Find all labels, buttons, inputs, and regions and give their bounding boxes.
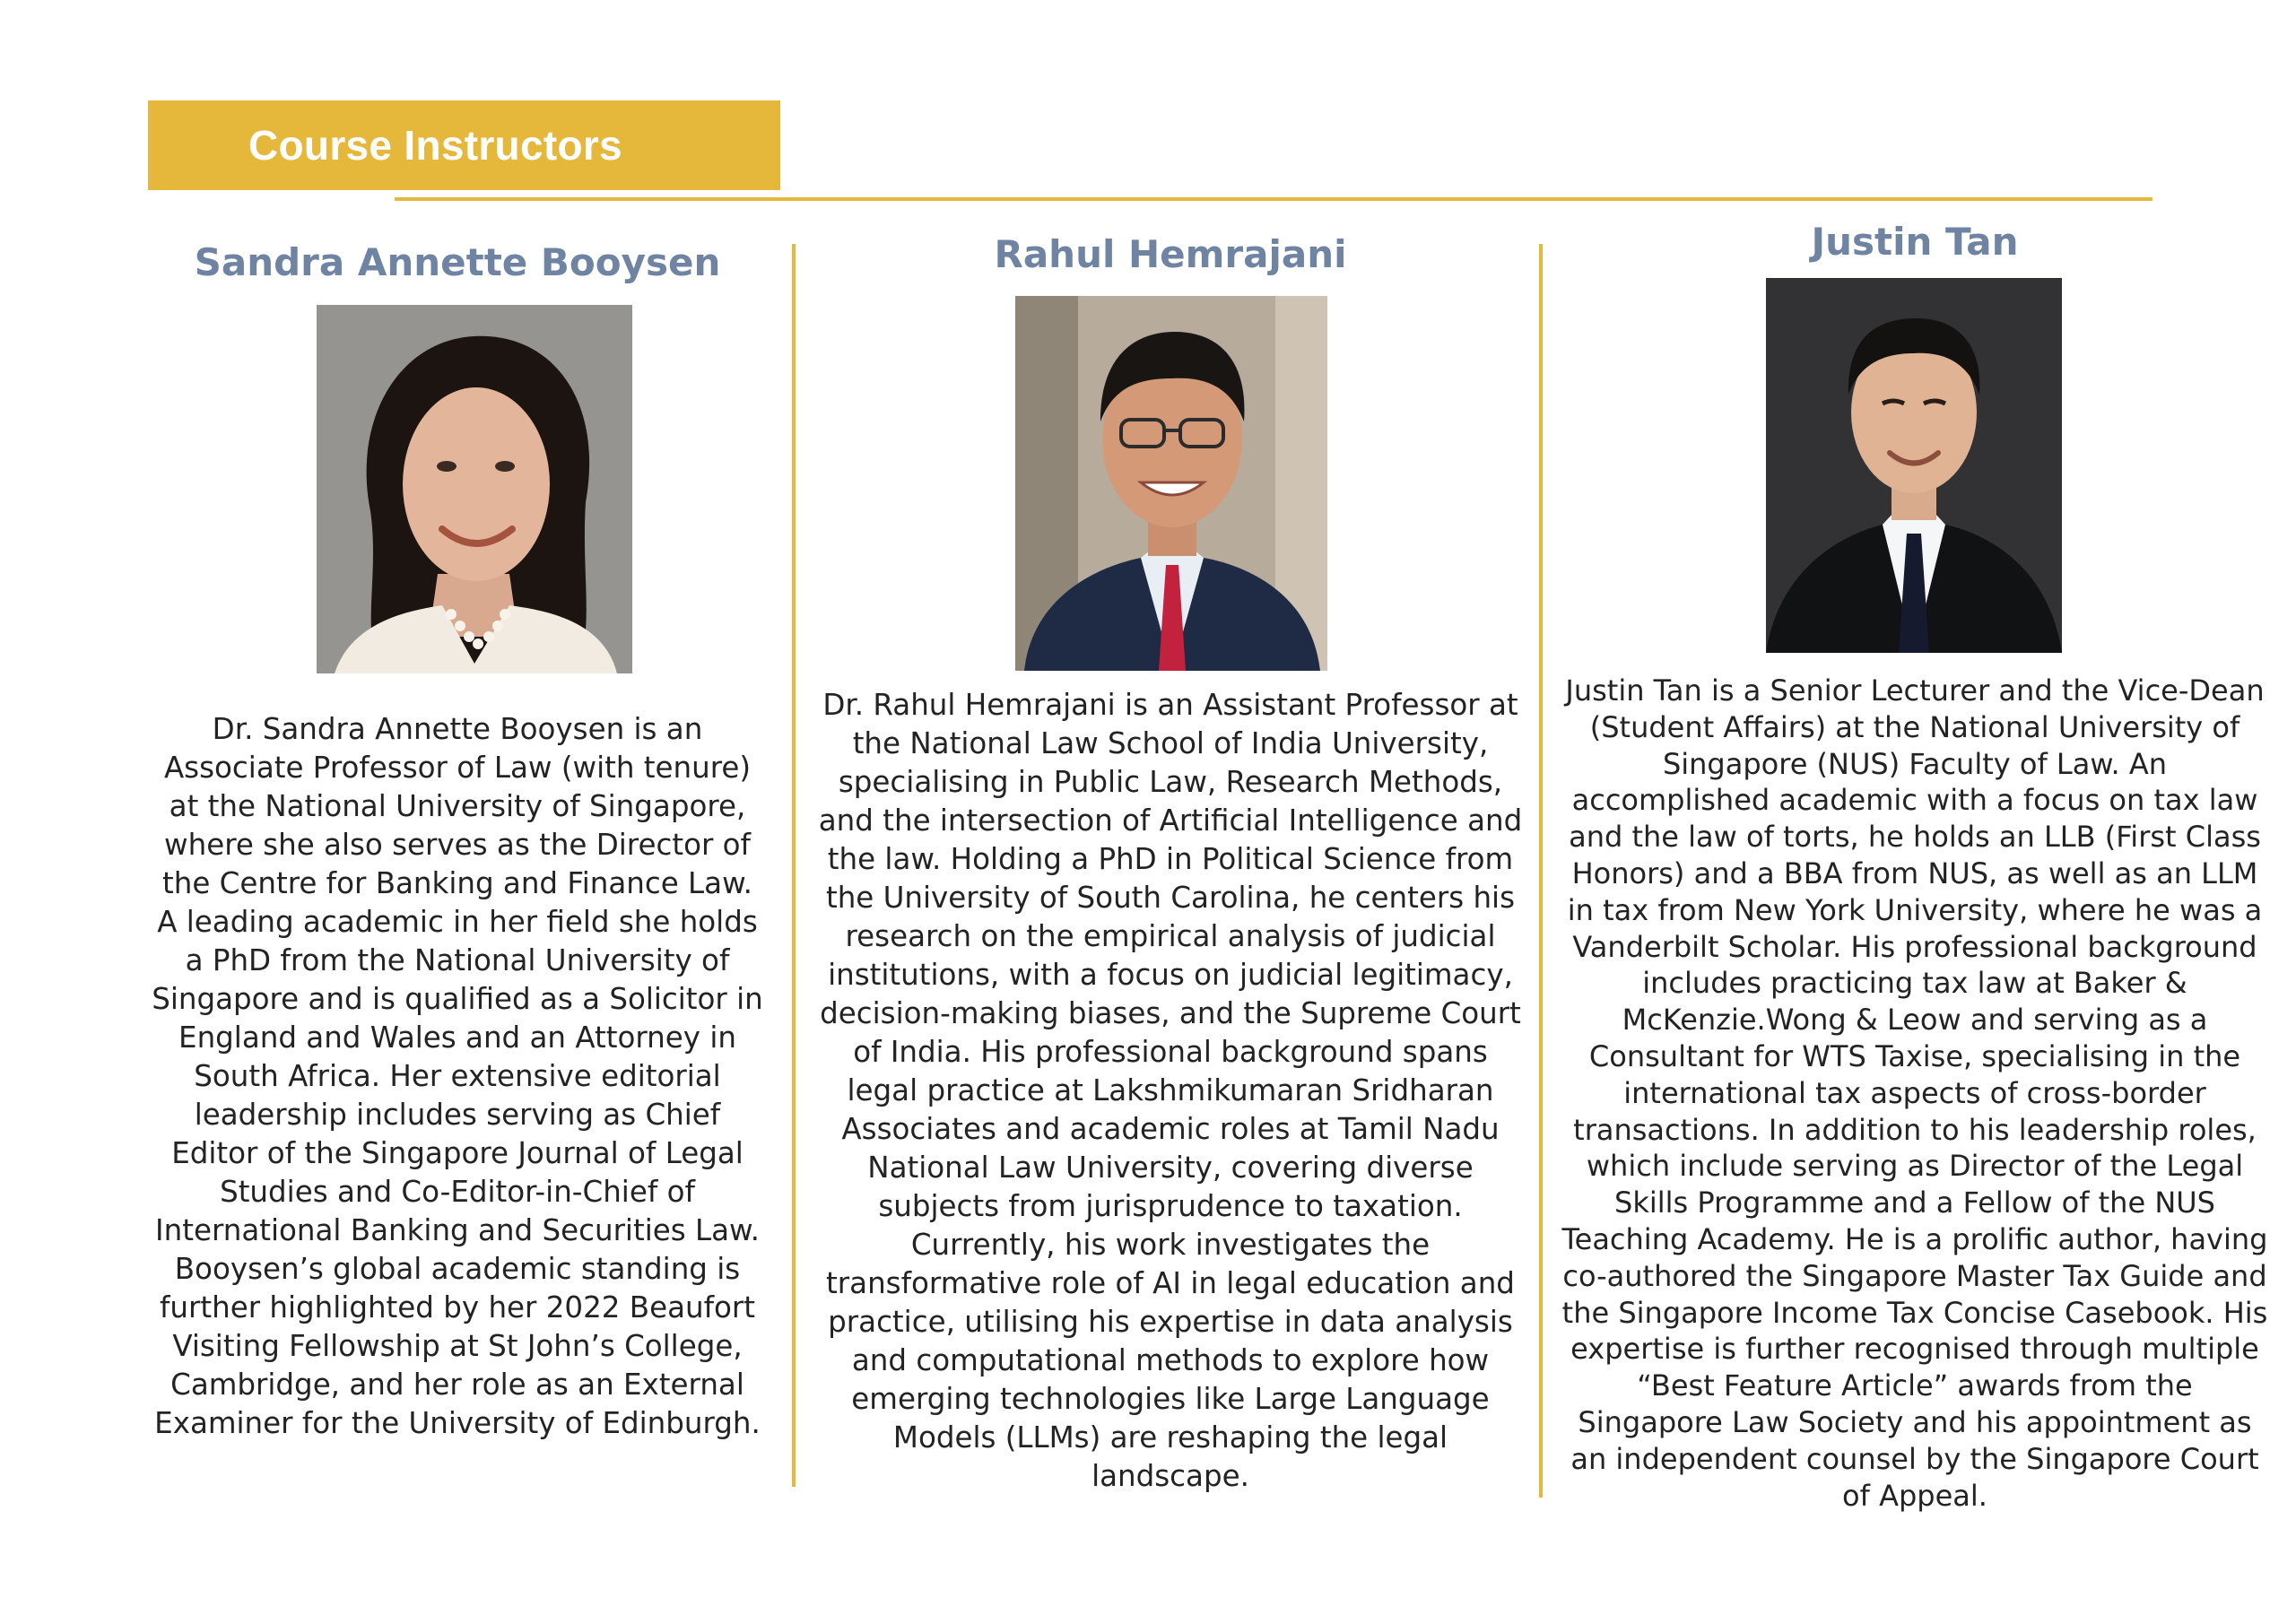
section-title: Course Instructors bbox=[248, 122, 622, 169]
instructor-bio: Dr. Sandra Annette Booysen is an Associate Professor of Law (with tenure) at the National University of Singapore, where she also serves as the Director of the Centre for Banking and Finance Law. A leading academic in her field she holds a PhD from the National University of Singapore and is qualified as a Solicitor in England and Wales and an Attorney in South Africa. Her extensive editorial leadership includes serving as Chief Editor of the Singapore Journal of Legal Studies and Co-Editor-in-Chief of International Banking and Securities Law. Booysen’s global academic standing is further highlighted by her 2022 Beaufort Visiting Fellowship at St John’s College, Cambridge, and her role as an External Examiner for the University of Edinburgh. bbox=[152, 712, 763, 1440]
instructor-name: Rahul Hemrajani bbox=[994, 232, 1347, 276]
section-header-band bbox=[148, 100, 780, 190]
header-divider-line bbox=[395, 197, 2152, 201]
instructor-card-hemrajani bbox=[812, 229, 1529, 1502]
instructor-photo bbox=[1766, 278, 2062, 653]
instructor-photo bbox=[1015, 296, 1327, 671]
instructor-bio: Justin Tan is a Senior Lecturer and the Vice-Dean (Student Affairs) at the National University of Singapore (NUS) Faculty of Law. An accomplished academic with a focus on tax law and the law of torts, he holds an LLB (First Class Honors) and a BBA from NUS, as well as an LLM in tax from New York University, where he was a Vanderbilt Scholar. His professional background includes practicing tax law at Baker & McKenzie.Wong & Leow and serving as a Consultant for WTS Taxise, specialising in the international tax aspects of cross-border transactions. In addition to his leadership roles, which include serving as Director of the Legal Skills Programme and a Fellow of the NUS Teaching Academy. He is a prolific author, having co-authored the Singapore Master Tax Guide and the Singapore Income Tax Concise Casebook. His expertise is further recognised through multiple “Best Feature Article” awards from the Singapore Law Society and his appointment as an independent counsel by the Singapore Court of Appeal. bbox=[1561, 673, 2268, 1513]
instructor-card-booysen bbox=[144, 233, 771, 1507]
instructor-name: Sandra Annette Booysen bbox=[194, 240, 721, 284]
instructor-card-tan bbox=[1556, 220, 2274, 1520]
column-divider-1 bbox=[792, 244, 796, 1487]
column-divider-2 bbox=[1539, 244, 1543, 1498]
instructor-photo bbox=[317, 305, 632, 673]
instructor-bio: Dr. Rahul Hemrajani is an Assistant Professor at the National Law School of India University, specialising in Public Law, Research Methods, and the intersection of Artificial Intelligence and the law. Holding a PhD in Political Science from the University of South Carolina, he centers his research on the empirical analysis of judicial institutions, with a focus on judicial legitimacy, decision-making biases, and the Supreme Court of India. His professional background spans legal practice at Lakshmikumaran Sridharan Associates and academic roles at Tamil Nadu National Law University, covering diverse subjects from jurisprudence to taxation. Currently, his work investigates the transformative role of AI in legal education and practice, utilising his expertise in data analysis and computational methods to explore how emerging technologies like Large Language Models (LLMs) are reshaping the legal landscape. bbox=[818, 688, 1523, 1493]
instructor-name: Justin Tan bbox=[1811, 220, 2019, 264]
